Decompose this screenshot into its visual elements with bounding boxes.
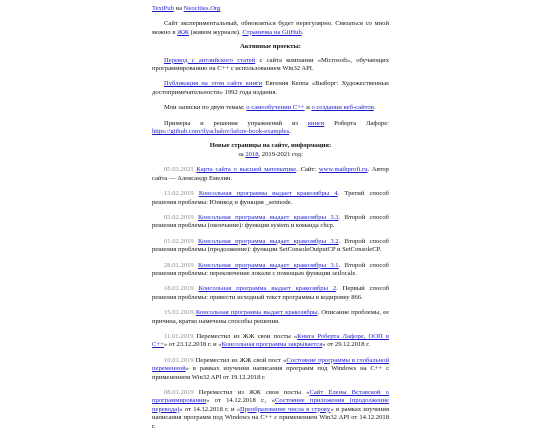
book-publication-text: Евгения Кеппа «Выборг: Художественные достопримечательности» 1992 года издания. — [152, 80, 390, 96]
news-item — [152, 285, 389, 302]
top-links-sep: на — [173, 5, 184, 12]
news-text-a: Переместил из ЖЖ свои посты « — [193, 332, 298, 340]
news-item — [152, 262, 389, 279]
notes-text: Мои записки по двум темам: — [164, 104, 247, 112]
news-text-a: . Второй способ решения проблемы (продолжение): функции SetConsoleOutputCP и SetConsoleCP. — [152, 237, 389, 254]
news-item — [152, 238, 389, 255]
news-item-1101 — [152, 333, 389, 350]
news-item — [152, 214, 389, 231]
cpp-notes-link[interactable]: о самообучении C++ — [246, 104, 305, 112]
news-text-b: » в рамках изучения написания программ под Windows на C++ с применением Win32 API от 19.12.2018 г. — [152, 365, 389, 381]
news-text-b: » от 14.12.2018 г., « — [206, 397, 275, 405]
content-column — [152, 5, 389, 431]
news-list — [152, 166, 389, 333]
console-closes-post-link[interactable]: Консольная программа закрывается — [221, 341, 323, 349]
news-text-a: . Описание проблемы, ее причина, кратко намечены способы решения. — [152, 309, 389, 325]
news-link-secondary[interactable]: www.mathprofi.ru — [318, 166, 368, 174]
news-text-a: Переместил из ЖЖ свои посты « — [193, 389, 310, 396]
news-item — [152, 309, 389, 326]
news-sub-b: , 2019-2021 год: — [258, 150, 303, 158]
github-examples-link[interactable]: https://github.com/ilyachalov/lafore-book-examples — [152, 128, 290, 136]
year-2018-link[interactable]: 2018 — [245, 150, 259, 158]
lafore-book-link[interactable]: книги — [307, 119, 325, 127]
app-state-post-link[interactable]: Состояние приложения (продолжение перевода) — [152, 397, 389, 413]
news-text-a: . Второй способ решения проблемы (окончание): функция system и команда chcp. — [152, 213, 389, 230]
top-links — [152, 5, 389, 13]
news-link[interactable]: Консольная программа выдает кракозябры 3.1 — [198, 261, 339, 269]
project-notes — [152, 104, 389, 112]
news-text-a: . Сайт: — [296, 166, 319, 174]
news-item-0801 — [152, 389, 389, 431]
news-date: 18.01.2019 — [164, 285, 194, 293]
news-link[interactable]: Консольная программа выдает кракозябры 4 — [198, 190, 338, 198]
news-text-a: . Первый способ решения проблемы: привести исходный текст программы в кодировку 866. — [152, 285, 389, 301]
news-link[interactable]: Консольная программа выдает кракозябры — [195, 309, 318, 317]
notes-end: . — [373, 104, 376, 112]
book-publication-link[interactable]: Публикация на этом сайте книги — [164, 80, 263, 88]
news-date: 08.01.2019 — [164, 389, 194, 396]
news-date: 11.01.2019 — [164, 332, 194, 340]
news-text-a: . Третий способ решения проблемы: Юникод и функция _setmode. — [152, 190, 389, 206]
neocities-link[interactable]: Neocities.Org — [183, 5, 221, 12]
projects-heading: Активные проекты: — [240, 43, 301, 51]
news-link[interactable]: Консольная программа выдает кракозябры 3.3 — [198, 213, 339, 221]
textpub-link[interactable]: TextPub — [152, 5, 174, 12]
news-link[interactable]: Карта сайта о высшей математике — [196, 166, 297, 174]
global-state-post-link[interactable]: Состояние программы в глобальной переменной — [152, 356, 389, 373]
examples-end: . — [289, 128, 291, 136]
intro-text-c: . — [301, 28, 304, 36]
news-item-1001 — [152, 357, 389, 382]
news-text-b: » от 23.12.2018 г. и « — [163, 341, 222, 349]
vstavskaya-post-link[interactable]: Сайт Елены Вставской о программировании — [152, 389, 389, 405]
intro-paragraph — [152, 20, 389, 37]
news-date: 01.02.2019 — [164, 237, 194, 245]
intro-text-a: Сайт экспериментальный, обновляться будет нерегулярно. Связаться со мной можно в — [152, 20, 389, 36]
web-notes-link[interactable]: о создании веб-сайтов — [311, 104, 374, 112]
news-text-d: » в рамках изучения написания программ под Windows на C++ с применением Win32 API от 14.12.2018 г. — [152, 405, 389, 430]
intro-text-b: (живом журнале). — [188, 28, 243, 36]
news-text-c: » от 29.12.2018 г. — [322, 341, 370, 349]
number-to-string-post-link[interactable]: Преобразование числа в строку — [240, 405, 331, 413]
project-examples — [152, 120, 389, 137]
translation-link[interactable]: Перевод с английского статей — [164, 56, 256, 64]
translation-text: с сайта компании «Microsoft», обучающих программированию на C++ с использованием Win32 API. — [152, 56, 389, 73]
news-date: 03.02.2019 — [164, 213, 194, 221]
news-text-b: . Автор сайта — Александр Емелин. — [152, 166, 389, 182]
news-item — [152, 166, 389, 183]
project-book — [152, 80, 389, 97]
examples-text-a: Примеры и решения упражнений из — [164, 119, 308, 127]
news-subheading — [152, 151, 389, 159]
project-translation — [152, 57, 389, 74]
news-item — [152, 190, 389, 207]
news-date: 15.01.2019 — [164, 309, 194, 317]
news-date: 28.01.2019 — [164, 261, 194, 269]
news-link[interactable]: Консольная программа выдает кракозябры 2 — [198, 285, 337, 293]
news-date: 05.03.2021 — [164, 166, 194, 174]
news-date: 10.01.2019 — [164, 356, 194, 364]
news-text-a: Переместил из ЖЖ свой пост « — [193, 356, 287, 364]
lafore-oop-post-link[interactable]: Книга Роберта Лафоре, ООП в C++ — [152, 332, 389, 349]
github-link[interactable]: Страничка на GitHub — [242, 28, 302, 36]
notes-mid: и — [304, 104, 312, 112]
news-date: 13.02.2019 — [164, 190, 194, 198]
zhzh-link[interactable]: ЖЖ — [177, 28, 189, 36]
news-heading: Новые страницы на сайте, информация: — [209, 142, 332, 150]
news-text-c: » от 14.12.2018 г. и « — [179, 405, 240, 413]
examples-text-b: Роберта Лафоре: — [324, 119, 389, 127]
news-text-a: . Второй способ решения проблемы: переключение локали с помощью функции setlocale. — [152, 261, 389, 277]
news-link[interactable]: Консольная программа выдает кракозябры 3.2 — [198, 237, 339, 245]
news-sub-a: за — [238, 150, 246, 158]
